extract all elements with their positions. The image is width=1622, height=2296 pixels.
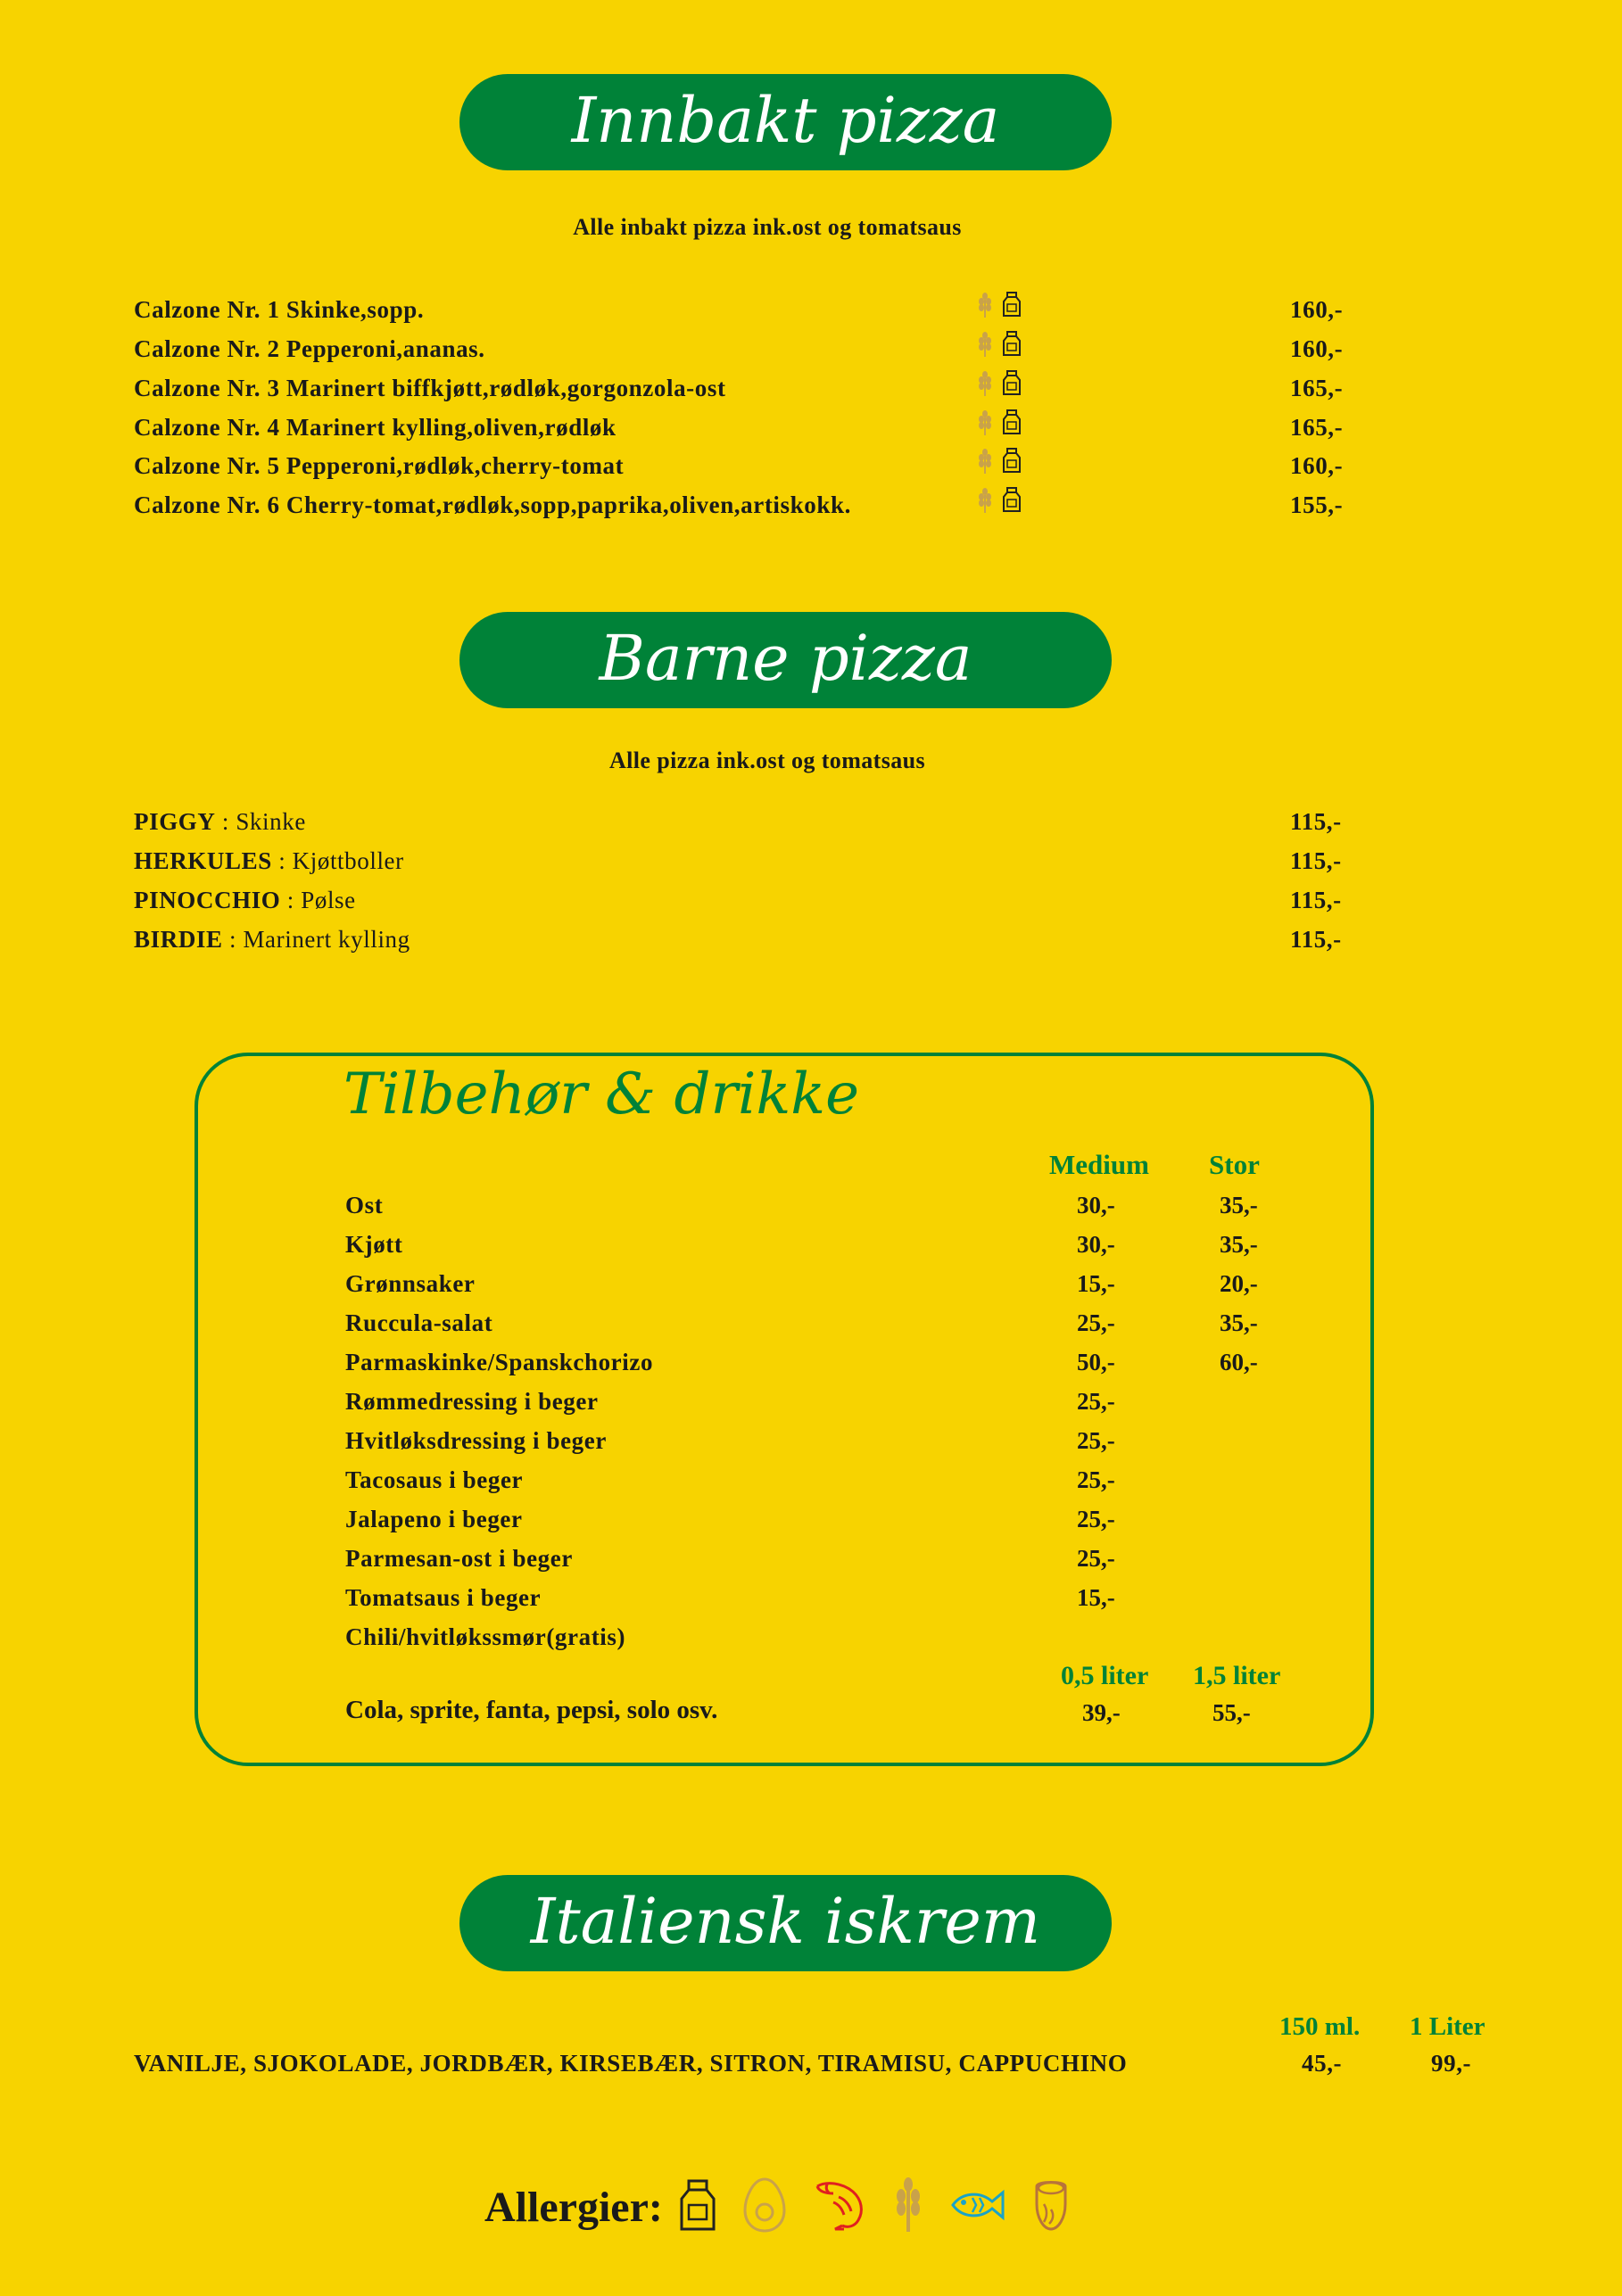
iskrem-price-small: 45,- [1302, 2050, 1343, 2077]
barne-item-2 [134, 847, 404, 875]
wheat-icon [892, 2176, 924, 2238]
tilbehor-medium-price: 30,- [1077, 1231, 1115, 1258]
tilbehor-item: Parmaskinke/Spanskchorizo [345, 1349, 654, 1375]
tilbehor-item: Ruccula-salat [345, 1309, 493, 1336]
wheat-icon [977, 409, 993, 435]
tilbehor-stor-price: 20,- [1220, 1270, 1258, 1297]
innbakt-title: Innbakt pizza [459, 74, 1112, 170]
allergies-icon-row [678, 2176, 1071, 2238]
tilbehor-stor-price: 35,- [1220, 1192, 1258, 1218]
tilbehor-item: Parmesan-ost i beger [345, 1545, 573, 1572]
shrimp-icon [812, 2179, 867, 2235]
wheat-icon [977, 369, 993, 396]
barne-price-2: 115,- [1290, 847, 1342, 874]
tilbehor-stor-price: 60,- [1220, 1349, 1258, 1375]
iskrem-title: Italiensk iskrem [459, 1875, 1112, 1971]
barne-item-3 [134, 887, 356, 914]
egg-icon [742, 2176, 787, 2238]
tilbehor-title: Tilbehør & drikke [343, 1061, 859, 1127]
col-medium-header: Medium [1049, 1149, 1149, 1180]
tilbehor-medium-price: 15,- [1077, 1270, 1115, 1297]
milk-icon [1002, 291, 1022, 318]
innbakt-item-6: Calzone Nr. 6 Cherry-tomat,rødløk,sopp,paprika,oliven,artiskokk. [134, 491, 851, 518]
tilbehor-item: Tomatsaus i beger [345, 1584, 542, 1611]
tilbehor-item: Chili/hvitløkssmør(gratis) [345, 1623, 626, 1650]
milk-icon [1002, 447, 1022, 474]
tilbehor-item: Ost [345, 1192, 384, 1218]
barne-item-name: BIRDIE [134, 926, 223, 953]
barne-price-1: 115,- [1290, 808, 1342, 835]
innbakt-item-1: Calzone Nr. 1 Skinke,sopp. [134, 296, 425, 323]
barne-item-desc: : Pølse [280, 887, 356, 913]
iskrem-col-small: 150 ml. [1279, 2012, 1361, 2041]
milk-icon [1002, 409, 1022, 435]
nut-icon [1031, 2177, 1071, 2237]
innbakt-allergens-5 [977, 447, 1022, 477]
barne-item-name: PINOCCHIO [134, 887, 281, 913]
col-stor-header: Stor [1209, 1149, 1260, 1180]
tilbehor-stor-price: 35,- [1220, 1309, 1258, 1336]
tilbehor-medium-price: 25,- [1077, 1388, 1115, 1415]
milk-icon [1002, 330, 1022, 357]
tilbehor-item: Jalapeno i beger [345, 1506, 523, 1532]
innbakt-item-4: Calzone Nr. 4 Marinert kylling,oliven,rødløk [134, 414, 617, 441]
innbakt-item-3: Calzone Nr. 3 Marinert biffkjøtt,rødløk,gorgonzola-ost [134, 375, 726, 401]
drink-name: Cola, sprite, fanta, pepsi, solo osv. [345, 1696, 718, 1724]
fish-icon [949, 2185, 1006, 2229]
barne-title: Barne pizza [459, 612, 1112, 708]
innbakt-allergens-2 [977, 330, 1022, 360]
milk-icon [1002, 369, 1022, 396]
innbakt-price-1: 160,- [1290, 296, 1344, 323]
milk-icon [678, 2178, 717, 2236]
tilbehor-stor-price: 35,- [1220, 1231, 1258, 1258]
barne-price-4: 115,- [1290, 926, 1342, 953]
innbakt-price-3: 165,- [1290, 375, 1344, 401]
wheat-icon [977, 486, 993, 513]
wheat-icon [977, 330, 993, 357]
tilbehor-medium-price: 25,- [1077, 1427, 1115, 1454]
barne-item-desc: : Kjøttboller [271, 847, 404, 874]
barne-subtitle: Alle pizza ink.ost og tomatsaus [608, 747, 926, 773]
wheat-icon [977, 291, 993, 318]
barne-item-name: HERKULES [134, 847, 272, 874]
innbakt-price-4: 165,- [1290, 414, 1344, 441]
tilbehor-item: Hvitløksdressing i beger [345, 1427, 607, 1454]
barne-item-name: PIGGY [134, 808, 216, 835]
drink-large-price: 55,- [1212, 1699, 1251, 1726]
tilbehor-medium-price: 25,- [1077, 1309, 1115, 1336]
drink-small-price: 39,- [1082, 1699, 1121, 1726]
barne-item-desc: : Marinert kylling [222, 926, 410, 953]
barne-item-4 [134, 926, 410, 954]
innbakt-price-6: 155,- [1290, 491, 1344, 518]
milk-icon [1002, 486, 1022, 513]
innbakt-allergens-1 [977, 291, 1022, 321]
allergies-label: Allergier: [484, 2184, 663, 2231]
wheat-icon [977, 447, 993, 474]
innbakt-item-5: Calzone Nr. 5 Pepperoni,rødløk,cherry-tomat [134, 452, 625, 479]
iskrem-price-large: 99,- [1431, 2050, 1472, 2077]
tilbehor-item: Tacosaus i beger [345, 1466, 524, 1493]
col-large-drink-header: 1,5 liter [1193, 1661, 1281, 1690]
innbakt-allergens-3 [977, 369, 1022, 400]
tilbehor-medium-price: 50,- [1077, 1349, 1115, 1375]
barne-price-3: 115,- [1290, 887, 1342, 913]
col-small-drink-header: 0,5 liter [1061, 1661, 1149, 1690]
innbakt-price-5: 160,- [1290, 452, 1344, 479]
innbakt-price-2: 160,- [1290, 335, 1344, 362]
tilbehor-medium-price: 25,- [1077, 1506, 1115, 1532]
tilbehor-medium-price: 15,- [1077, 1584, 1115, 1611]
innbakt-allergens-4 [977, 409, 1022, 439]
barne-item-desc: : Skinke [215, 808, 306, 835]
innbakt-item-2: Calzone Nr. 2 Pepperoni,ananas. [134, 335, 485, 362]
barne-item-1 [134, 808, 306, 836]
tilbehor-medium-price: 25,- [1077, 1545, 1115, 1572]
tilbehor-item: Grønnsaker [345, 1270, 476, 1297]
iskrem-flavors: VANILJE, SJOKOLADE, JORDBÆR, KIRSEBÆR, SITRON, TIRAMISU, CAPPUCHINO [134, 2050, 1128, 2077]
tilbehor-item: Kjøtt [345, 1231, 403, 1258]
tilbehor-item: Rømmedressing i beger [345, 1388, 599, 1415]
tilbehor-medium-price: 30,- [1077, 1192, 1115, 1218]
innbakt-subtitle: Alle inbakt pizza ink.ost og tomatsaus [573, 214, 962, 240]
innbakt-allergens-6 [977, 486, 1022, 516]
iskrem-col-large: 1 Liter [1410, 2012, 1485, 2041]
tilbehor-medium-price: 25,- [1077, 1466, 1115, 1493]
